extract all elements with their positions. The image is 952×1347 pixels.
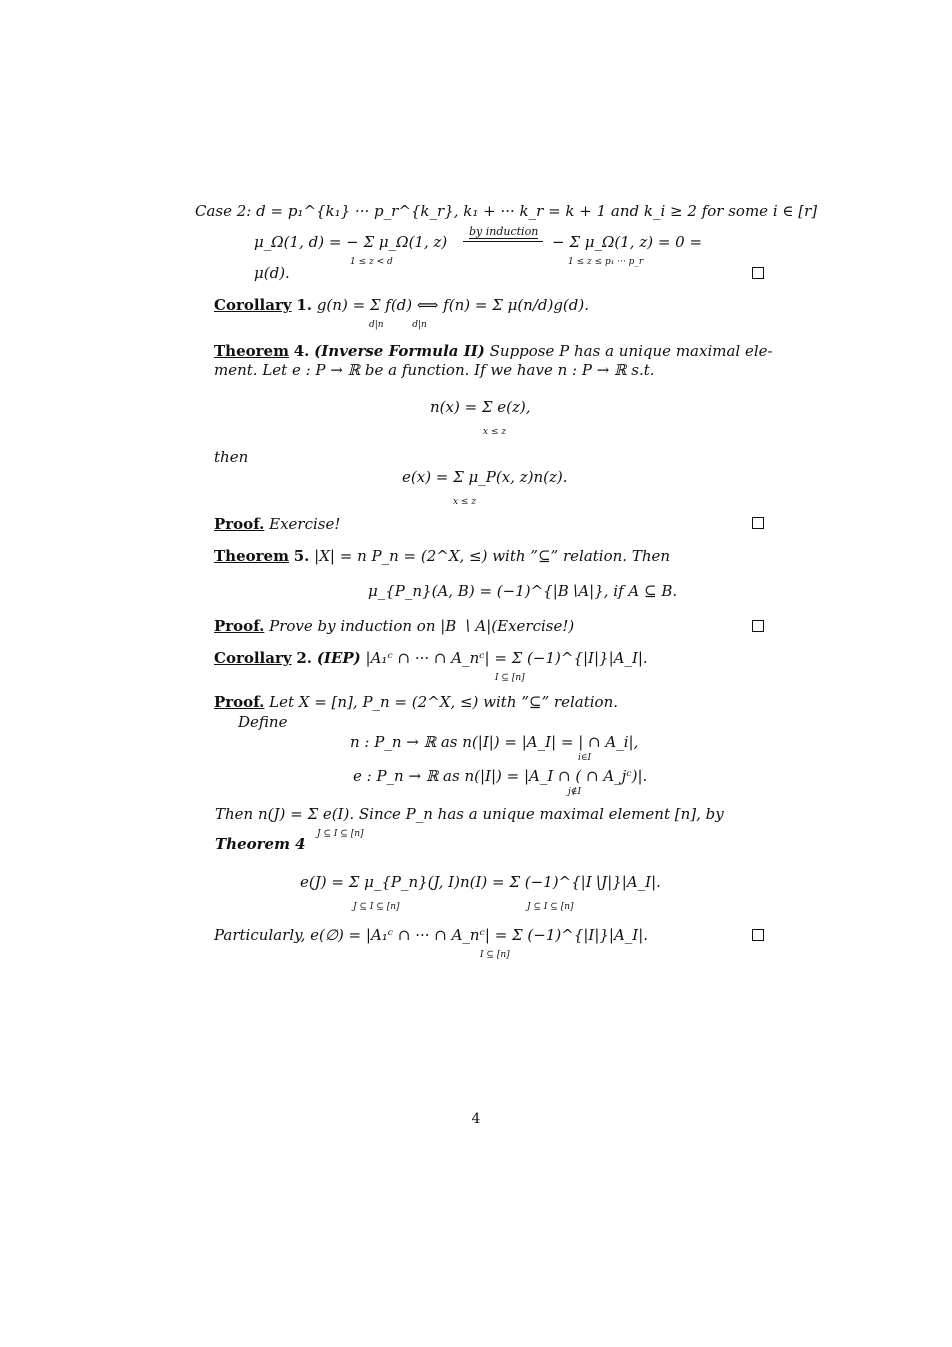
proof-iep-def-n-sub: i∈I: [578, 753, 592, 763]
case2-line2a: μ_Ω(1, d) = − Σ μ_Ω(1, z): [254, 233, 448, 251]
theorem5-text: |X| = n P_n = (2^X, ≤) with ”⊆” relation. Then: [314, 547, 671, 565]
theorem4-eq1-sub: x ≤ z: [483, 427, 507, 437]
proof5: [214, 617, 574, 635]
proof4-head: Proof.: [214, 515, 265, 533]
proof4: [214, 515, 340, 533]
case2-line3: μ(d).: [254, 264, 290, 282]
proof5-text: Prove by induction on |B ∖ A|(Exercise!): [269, 617, 575, 635]
qed-box: [752, 517, 764, 529]
qed-box: [752, 929, 764, 941]
corollary1-head: Corollary: [214, 296, 292, 314]
proof-iep-then: Then n(J) = Σ e(I). Since P_n has a unique maximal element [n], by: [215, 805, 724, 823]
proof-iep-then-sub: J ⊆ I ⊆ [n]: [317, 829, 364, 839]
case2-overset: by induction: [469, 225, 539, 238]
theorem4-text2: ment. Let e : P → ℝ be a function. If we have n : P → ℝ s.t.: [214, 361, 655, 379]
corollary2-text: |A₁ᶜ ∩ ··· ∩ A_nᶜ| = Σ (−1)^{|I|}|A_I|.: [365, 649, 648, 667]
proof-iep-def-e-sub: j∉I: [568, 787, 582, 797]
equals-rule: [463, 241, 543, 242]
theorem4-head: Theorem: [214, 342, 289, 360]
proof-iep-def-e: e : P_n → ℝ as n(|I|) = |A_I ∩ ( ∩ A_jᶜ)|.: [353, 767, 648, 785]
corollary1-text: g(n) = Σ f(d) ⟺ f(n) = Σ μ(n/d)g(d).: [316, 296, 590, 314]
proof-iep-line1: [214, 693, 618, 711]
proof-iep-ref: Theorem 4: [215, 835, 306, 853]
corollary1: [214, 296, 589, 314]
proof-iep-eq: e(J) = Σ μ_{P_n}(J, I)n(I) = Σ (−1)^{|I∖J|}|A_I|.: [300, 873, 661, 891]
proof4-text: Exercise!: [269, 515, 341, 533]
proof-iep-eq-sub1: J ⊆ I ⊆ [n]: [353, 902, 400, 912]
proof-iep-particular: Particularly, e(∅) = |A₁ᶜ ∩ ··· ∩ A_nᶜ| = Σ (−1)^{|I|}|A_I|.: [214, 926, 649, 944]
theorem4-title: (Inverse Formula II): [314, 342, 485, 360]
theorem5: [214, 547, 670, 565]
theorem4-num: 4.: [293, 342, 310, 360]
corollary2: [214, 649, 648, 667]
case2-line2b-sub: 1 ≤ z ≤ p₁ ··· p_r: [568, 257, 644, 267]
theorem5-eq: μ_{P_n}(A, B) = (−1)^{|B∖A|}, if A ⊆ B.: [368, 582, 678, 600]
case2-line2a-sub: 1 ≤ z < d: [350, 257, 393, 267]
corollary1-num: 1.: [296, 296, 313, 314]
corollary2-title: (IEP): [316, 649, 361, 667]
theorem4-text1: Suppose P has a unique maximal ele-: [489, 342, 773, 360]
proof-iep-particular-sub: I ⊆ [n]: [480, 950, 510, 960]
theorem4-then: then: [214, 448, 249, 466]
theorem5-num: 5.: [293, 547, 310, 565]
theorem4-eq2-sub: x ≤ z: [453, 497, 477, 507]
proof-iep-head: Proof.: [214, 693, 265, 711]
proof-iep-define: Define: [238, 713, 288, 731]
page-number: 4: [471, 1111, 481, 1127]
theorem4-eq1: n(x) = Σ e(z),: [430, 398, 531, 416]
proof5-head: Proof.: [214, 617, 265, 635]
theorem4-eq2: e(x) = Σ μ_P(x, z)n(z).: [402, 468, 568, 486]
corollary1-subs: d|n d|n: [369, 320, 427, 330]
case2-line1: Case 2: d = p₁^{k₁} ··· p_r^{k_r}, k₁ + ··· k_r = k + 1 and k_i ≥ 2 for some i ∈ [r]: [195, 202, 818, 220]
corollary2-head: Corollary: [214, 649, 292, 667]
qed-box: [752, 267, 764, 279]
qed-box: [752, 620, 764, 632]
corollary2-num: 2.: [296, 649, 313, 667]
theorem5-head: Theorem: [214, 547, 289, 565]
corollary2-sub: I ⊆ [n]: [495, 673, 525, 683]
proof-iep-eq-sub2: J ⊆ I ⊆ [n]: [527, 902, 574, 912]
theorem4-line1: [214, 342, 773, 360]
proof-iep-text: Let X = [n], P_n = (2^X, ≤) with ”⊆” relation.: [269, 693, 619, 711]
case2-line2b: − Σ μ_Ω(1, z) = 0 =: [552, 233, 703, 251]
proof-iep-def-n: n : P_n → ℝ as n(|I|) = |A_I| = | ∩ A_i|,: [350, 733, 639, 751]
